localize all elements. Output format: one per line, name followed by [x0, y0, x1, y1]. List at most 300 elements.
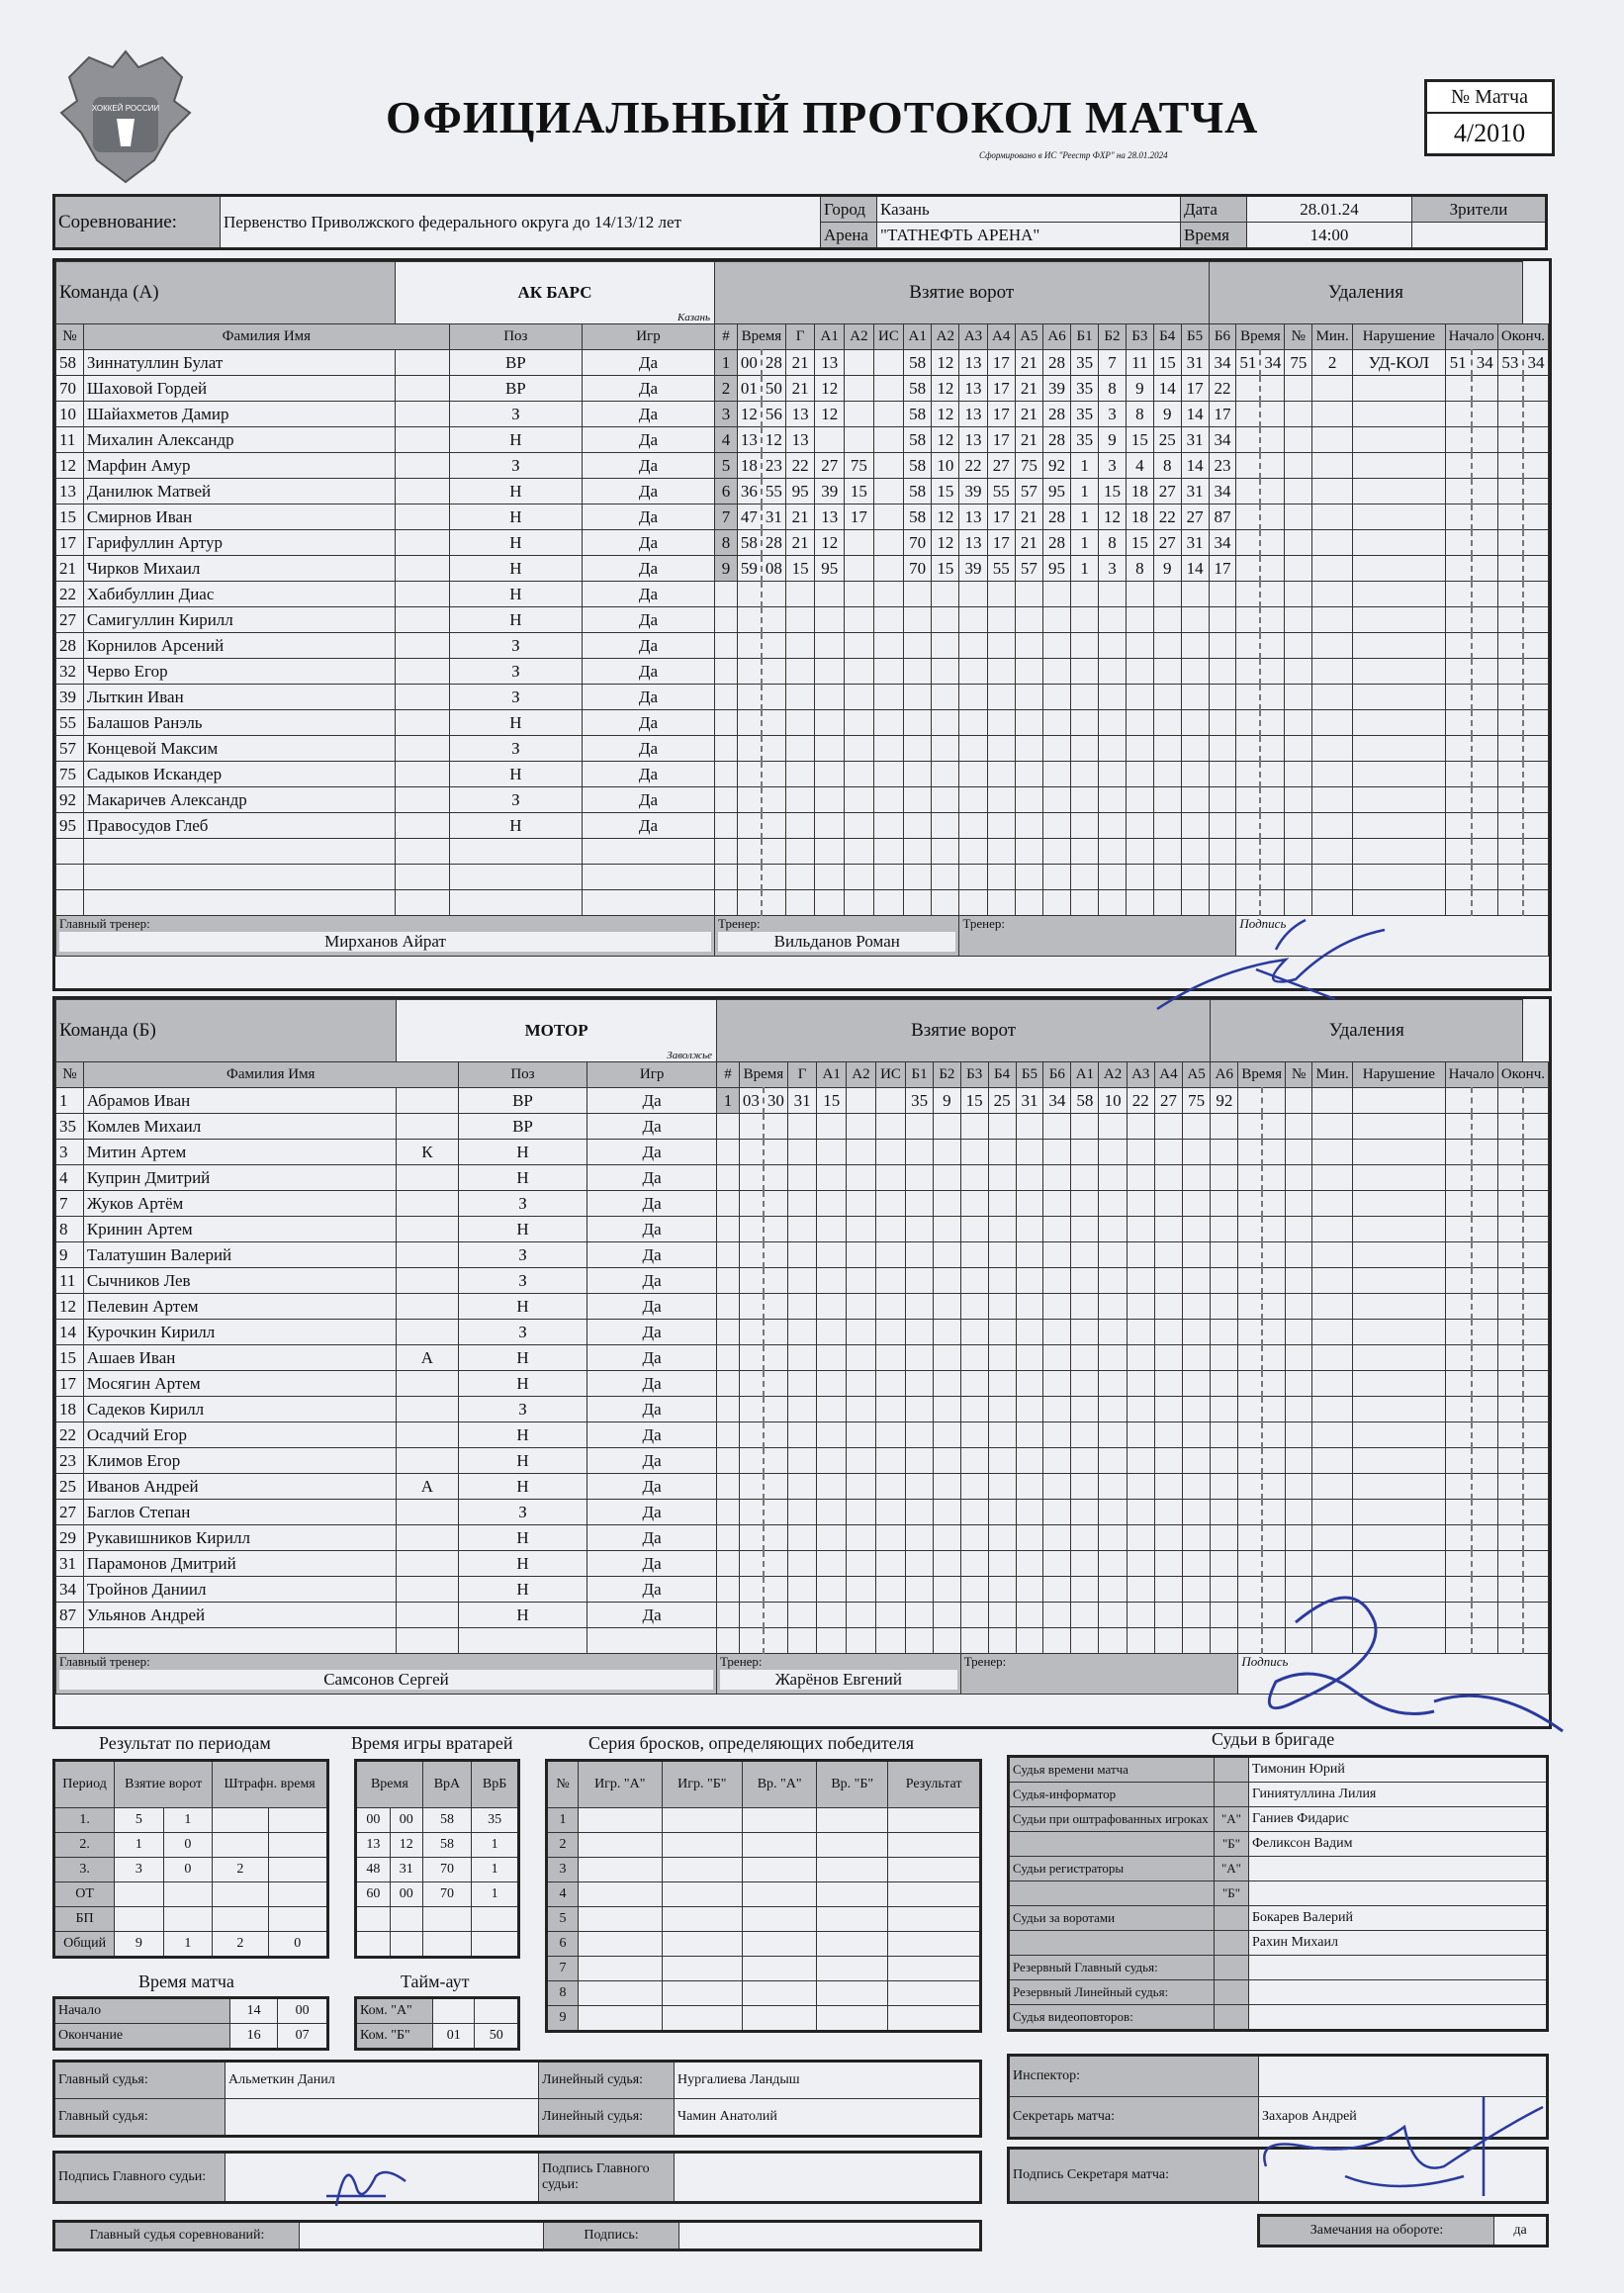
empty-cell	[1238, 1191, 1262, 1217]
player-row	[56, 839, 1549, 865]
empty-cell	[1154, 1371, 1182, 1397]
empty-cell	[815, 685, 845, 710]
empty-cell	[906, 1140, 934, 1165]
empty-cell	[845, 582, 874, 607]
goalie-row	[356, 1808, 519, 1833]
player-name: Концевой Максим	[83, 736, 395, 762]
goal-cell: 58	[904, 453, 932, 479]
goal-cell: 31	[1181, 350, 1209, 376]
match-number: 4/2010	[1453, 119, 1526, 147]
empty-cell	[1099, 1577, 1127, 1603]
empty-cell	[934, 1628, 961, 1654]
player-name: Корнилов Арсений	[83, 633, 395, 659]
empty-cell	[1236, 582, 1261, 607]
empty-cell	[1016, 1217, 1043, 1242]
empty-cell	[875, 1345, 905, 1371]
empty-cell	[1183, 1628, 1211, 1654]
empty-cell	[764, 1474, 788, 1500]
empty-cell	[847, 1114, 876, 1140]
player-name: Талатушин Валерий	[83, 1242, 396, 1268]
player-played: Да	[587, 1088, 717, 1114]
player-number: 9	[56, 1242, 84, 1268]
empty-cell	[739, 1320, 764, 1345]
empty-cell	[1445, 787, 1472, 813]
player-position: З	[458, 1500, 587, 1525]
goal-cell: 75	[1183, 1088, 1211, 1114]
goal-cell: 27	[987, 453, 1015, 479]
player-name: Зиннатуллин Булат	[83, 350, 395, 376]
player-played: Да	[582, 453, 714, 479]
empty-cell	[1353, 1422, 1446, 1448]
empty-cell	[847, 1500, 876, 1525]
player-position: Н	[458, 1525, 587, 1551]
goal-cell: 30	[764, 1088, 788, 1114]
empty-cell	[817, 1957, 888, 1981]
shootout-header: Вр. "Б"	[817, 1761, 888, 1808]
empty-cell	[762, 685, 786, 710]
empty-cell	[1127, 1525, 1154, 1551]
empty-cell	[1183, 1448, 1211, 1474]
period-value	[268, 1882, 327, 1907]
empty-cell	[1211, 1603, 1238, 1628]
empty-cell	[1181, 736, 1209, 762]
empty-cell	[1127, 1217, 1154, 1242]
goal-cell: 34	[1209, 427, 1236, 453]
empty-cell	[1262, 1448, 1286, 1474]
empty-cell	[716, 1628, 739, 1654]
goal-cell: 12	[815, 376, 845, 402]
goalie-value	[472, 1907, 519, 1932]
empty-cell	[1523, 1294, 1549, 1320]
empty-cell	[888, 2006, 981, 2032]
referees-table	[52, 2060, 982, 2138]
empty-cell	[1099, 1551, 1127, 1577]
empty-cell	[1472, 1088, 1498, 1114]
empty-cell	[1181, 839, 1209, 865]
empty-cell	[1260, 736, 1285, 762]
empty-cell	[988, 1577, 1016, 1603]
goal-cell: 22	[785, 453, 814, 479]
player-name: Садыков Искандер	[83, 762, 395, 787]
period-row	[54, 1858, 328, 1882]
empty-cell	[716, 1525, 739, 1551]
player-position: З	[458, 1191, 587, 1217]
shootout-title: Серия бросков, определяющих победителя	[588, 1733, 915, 1753]
empty-cell	[1015, 762, 1042, 787]
empty-cell	[1211, 1191, 1238, 1217]
empty-cell	[1181, 607, 1209, 633]
empty-cell	[1238, 1551, 1262, 1577]
goal-cell: 12	[815, 530, 845, 556]
p-col-time: Время	[1238, 1062, 1286, 1088]
empty-cell	[1236, 710, 1261, 736]
empty-cell	[1285, 1114, 1311, 1140]
empty-cell	[959, 865, 987, 890]
empty-cell	[1312, 1500, 1353, 1525]
empty-cell	[847, 1242, 876, 1268]
official-name	[1249, 1881, 1548, 1906]
period-row	[54, 1808, 328, 1833]
player-row	[56, 556, 1549, 582]
empty-cell	[1260, 504, 1285, 530]
empty-cell	[845, 813, 874, 839]
player-number: 92	[56, 787, 84, 813]
goalie-value: 48	[356, 1858, 391, 1882]
empty-cell	[1497, 736, 1523, 762]
goal-cell: 8	[1126, 402, 1153, 427]
empty-cell	[934, 1551, 961, 1577]
empty-cell	[817, 1882, 888, 1907]
goal-cell: 55	[987, 479, 1015, 504]
empty-cell	[1523, 1320, 1549, 1345]
player-name: Правосудов Глеб	[83, 813, 395, 839]
empty-cell	[875, 1474, 905, 1500]
empty-cell	[1445, 839, 1472, 865]
empty-cell	[1497, 762, 1523, 787]
empty-cell	[1262, 1525, 1286, 1551]
goal-cell: 35	[1071, 402, 1099, 427]
player-number: 31	[56, 1551, 84, 1577]
empty-cell	[1262, 1191, 1286, 1217]
empty-cell	[932, 813, 959, 839]
goal-cell: 35	[906, 1088, 934, 1114]
empty-cell	[1183, 1603, 1211, 1628]
empty-cell	[1043, 1294, 1071, 1320]
empty-cell	[904, 762, 932, 787]
empty-cell	[1071, 839, 1099, 865]
empty-cell	[1211, 1320, 1238, 1345]
player-position: З	[458, 1397, 587, 1422]
empty-cell	[1211, 1422, 1238, 1448]
time-value: 14:00	[1247, 223, 1412, 249]
coach-label: Тренер:	[719, 1654, 763, 1669]
empty-cell	[1312, 813, 1353, 839]
empty-cell	[845, 787, 874, 813]
empty-cell	[1016, 1525, 1043, 1551]
goal-cell: 34	[1209, 479, 1236, 504]
empty-cell	[906, 1422, 934, 1448]
empty-cell	[1312, 839, 1353, 865]
empty-cell	[960, 1345, 988, 1371]
teamA-team-name: АК БАРС	[517, 283, 592, 302]
shootout-row	[547, 1858, 981, 1882]
shootout-no: 3	[547, 1858, 579, 1882]
empty-cell	[875, 1165, 905, 1191]
empty-cell	[1523, 839, 1549, 865]
onice-col: А2	[1099, 1062, 1127, 1088]
empty-cell	[959, 839, 987, 865]
empty-cell	[739, 1371, 764, 1397]
player-name: Иванов Андрей	[83, 1474, 396, 1500]
player-number: 11	[56, 1268, 84, 1294]
empty-cell	[1497, 1371, 1523, 1397]
empty-cell	[1472, 736, 1498, 762]
signature-team-a	[1137, 910, 1395, 1029]
empty-cell	[1312, 1088, 1353, 1114]
empty-cell	[579, 1858, 663, 1882]
empty-cell	[1127, 1603, 1154, 1628]
empty-cell	[764, 1422, 788, 1448]
empty-cell	[1353, 659, 1446, 685]
player-row	[56, 1448, 1549, 1474]
empty-cell	[1238, 1345, 1262, 1371]
empty-cell	[1183, 1165, 1211, 1191]
empty-cell	[1015, 787, 1042, 813]
teamB-head-coach: Самсонов Сергей	[59, 1670, 713, 1690]
empty-cell	[1099, 607, 1127, 633]
empty-cell	[906, 1474, 934, 1500]
empty-cell	[579, 1907, 663, 1932]
player-captain	[397, 1422, 458, 1448]
goal-cell: 15	[1126, 530, 1153, 556]
empty-cell	[1262, 1165, 1286, 1191]
empty-cell	[1353, 479, 1446, 504]
empty-cell	[1312, 1422, 1353, 1448]
player-played: Да	[582, 736, 714, 762]
empty-cell	[582, 839, 714, 865]
empty-cell	[960, 1268, 988, 1294]
empty-cell	[960, 1294, 988, 1320]
player-row	[56, 504, 1549, 530]
empty-cell	[847, 1217, 876, 1242]
empty-cell	[817, 1242, 847, 1268]
period-row	[54, 1907, 328, 1932]
official-side: "Б"	[1215, 1881, 1249, 1906]
player-number: 32	[56, 659, 84, 685]
empty-cell	[1285, 530, 1312, 556]
empty-cell	[906, 1448, 934, 1474]
player-name: Чирков Михаил	[83, 556, 395, 582]
empty-cell	[764, 1191, 788, 1217]
empty-cell	[1312, 1371, 1353, 1397]
empty-cell	[715, 813, 738, 839]
teamA-head-coach: Мирханов Айрат	[59, 932, 711, 952]
empty-cell	[847, 1603, 876, 1628]
empty-cell	[906, 1294, 934, 1320]
player-name: Самигуллин Кирилл	[83, 607, 395, 633]
empty-cell	[873, 839, 903, 865]
empty-cell	[888, 1981, 981, 2006]
empty-cell	[582, 890, 714, 916]
empty-cell	[888, 1907, 981, 1932]
empty-cell	[934, 1191, 961, 1217]
goal-cell: 21	[785, 376, 814, 402]
empty-cell	[1154, 1294, 1182, 1320]
timeout-a-label: Ком. "А"	[356, 1998, 433, 2024]
player-position: Н	[449, 530, 582, 556]
empty-cell	[1238, 1140, 1262, 1165]
player-captain	[396, 350, 450, 376]
empty-cell	[904, 865, 932, 890]
empty-cell	[1211, 1500, 1238, 1525]
empty-cell	[1154, 1345, 1182, 1371]
goalie-value: 70	[422, 1882, 471, 1907]
period-value	[213, 1833, 268, 1858]
period-value	[115, 1907, 164, 1932]
empty-cell	[1353, 556, 1446, 582]
empty-cell	[1523, 556, 1549, 582]
empty-cell	[716, 1217, 739, 1242]
empty-cell	[1353, 865, 1446, 890]
empty-cell	[906, 1268, 934, 1294]
empty-cell	[1312, 1242, 1353, 1268]
empty-cell	[1312, 1294, 1353, 1320]
empty-cell	[1238, 1217, 1262, 1242]
goal-cell: 55	[762, 479, 786, 504]
empty-cell	[888, 1882, 981, 1907]
main-ref-label-2: Главный судья:	[54, 2099, 226, 2137]
empty-cell	[662, 1808, 743, 1833]
p-col-violation: Нарушение	[1353, 324, 1446, 350]
empty-cell	[1497, 556, 1523, 582]
timeout-a-s	[475, 1998, 519, 2024]
empty-cell	[1445, 530, 1472, 556]
official-name	[1249, 1857, 1548, 1881]
secretary-value: Захаров Андрей	[1259, 2097, 1548, 2139]
empty-cell	[1153, 685, 1181, 710]
empty-cell	[1211, 1217, 1238, 1242]
empty-cell	[1445, 1422, 1472, 1448]
empty-cell	[1285, 813, 1312, 839]
empty-cell	[1523, 1140, 1549, 1165]
empty-cell	[847, 1474, 876, 1500]
goal-cell: 1	[716, 1088, 739, 1114]
goal-cell: 9	[1099, 427, 1127, 453]
empty-cell	[716, 1242, 739, 1268]
goal-cell: 27	[1154, 1088, 1182, 1114]
empty-cell	[1127, 1474, 1154, 1500]
empty-cell	[1238, 1088, 1262, 1114]
goal-cell: 15	[932, 479, 959, 504]
goal-cell: 31	[1181, 427, 1209, 453]
empty-cell	[1312, 504, 1353, 530]
empty-cell	[1043, 1114, 1071, 1140]
empty-cell	[1260, 865, 1285, 890]
empty-cell	[1260, 402, 1285, 427]
empty-cell	[83, 839, 395, 865]
empty-cell	[396, 865, 450, 890]
empty-cell	[847, 1422, 876, 1448]
line-ref-1: Нургалиева Ландыш	[675, 2062, 981, 2099]
empty-cell	[1015, 633, 1042, 659]
official-name: Феликсон Вадим	[1249, 1832, 1548, 1857]
player-number: 27	[56, 607, 84, 633]
goal-cell: 21	[785, 530, 814, 556]
player-captain	[397, 1217, 458, 1242]
empty-cell	[1312, 1217, 1353, 1242]
player-captain	[396, 427, 450, 453]
empty-cell	[716, 1114, 739, 1140]
empty-cell	[739, 1603, 764, 1628]
empty-cell	[1262, 1268, 1286, 1294]
empty-cell	[1445, 1397, 1472, 1422]
empty-cell	[817, 1628, 847, 1654]
empty-cell	[888, 1858, 981, 1882]
goal-cell: 21	[1015, 530, 1042, 556]
empty-cell	[873, 865, 903, 890]
player-captain	[397, 1242, 458, 1268]
penalty-cell: 51	[1445, 350, 1472, 376]
goal-cell	[873, 530, 903, 556]
empty-cell	[1016, 1448, 1043, 1474]
empty-cell	[739, 1114, 764, 1140]
player-played: Да	[582, 556, 714, 582]
empty-cell	[1127, 1448, 1154, 1474]
empty-cell	[1015, 710, 1042, 736]
empty-cell	[1497, 1191, 1523, 1217]
empty-cell	[1042, 710, 1070, 736]
empty-cell	[56, 890, 84, 916]
empty-cell	[1497, 839, 1523, 865]
empty-cell	[817, 1371, 847, 1397]
empty-cell	[1260, 813, 1285, 839]
empty-cell	[1211, 1397, 1238, 1422]
empty-cell	[1523, 1474, 1549, 1500]
signature-secretary	[1246, 2087, 1573, 2216]
empty-cell	[1523, 530, 1549, 556]
empty-cell	[1445, 1525, 1472, 1551]
empty-cell	[934, 1320, 961, 1345]
player-played: Да	[582, 504, 714, 530]
empty-cell	[715, 736, 738, 762]
empty-cell	[1238, 1422, 1262, 1448]
goal-cell: 56	[762, 402, 786, 427]
player-position: З	[449, 633, 582, 659]
empty-cell	[988, 1525, 1016, 1551]
goal-cell	[847, 1088, 876, 1114]
empty-cell	[1127, 1345, 1154, 1371]
empty-cell	[960, 1422, 988, 1448]
empty-cell	[587, 1628, 717, 1654]
empty-cell	[1445, 1371, 1472, 1397]
match-start-m: 00	[278, 1998, 328, 2024]
empty-cell	[904, 633, 932, 659]
col-no: №	[56, 1062, 84, 1088]
empty-cell	[1071, 1371, 1099, 1397]
player-row	[56, 1294, 1549, 1320]
goal-cell: 28	[1042, 402, 1070, 427]
empty-cell	[1099, 1422, 1127, 1448]
empty-cell	[1285, 1294, 1311, 1320]
empty-cell	[1260, 556, 1285, 582]
empty-cell	[716, 1551, 739, 1577]
empty-cell	[1071, 1191, 1099, 1217]
player-position: Н	[458, 1345, 587, 1371]
empty-cell	[739, 1474, 764, 1500]
goal-cell: 21	[1015, 427, 1042, 453]
goal-cell	[875, 1088, 905, 1114]
empty-cell	[739, 1628, 764, 1654]
empty-cell	[716, 1371, 739, 1397]
empty-cell	[1497, 479, 1523, 504]
empty-cell	[1523, 787, 1549, 813]
periods-h-period: Период	[54, 1761, 115, 1808]
empty-cell	[1285, 1371, 1311, 1397]
shootout-header: Игр. "Б"	[662, 1761, 743, 1808]
empty-cell	[1071, 1242, 1099, 1268]
head-coach-label: Главный тренер:	[59, 916, 150, 931]
empty-cell	[1043, 1242, 1071, 1268]
empty-cell	[1445, 762, 1472, 787]
empty-cell	[1285, 762, 1312, 787]
player-position: З	[449, 402, 582, 427]
empty-cell	[1099, 633, 1127, 659]
period-name: 2.	[54, 1833, 115, 1858]
player-captain	[397, 1448, 458, 1474]
empty-cell	[1472, 607, 1498, 633]
goal-cell: 17	[987, 402, 1015, 427]
period-value: 3	[115, 1858, 164, 1882]
